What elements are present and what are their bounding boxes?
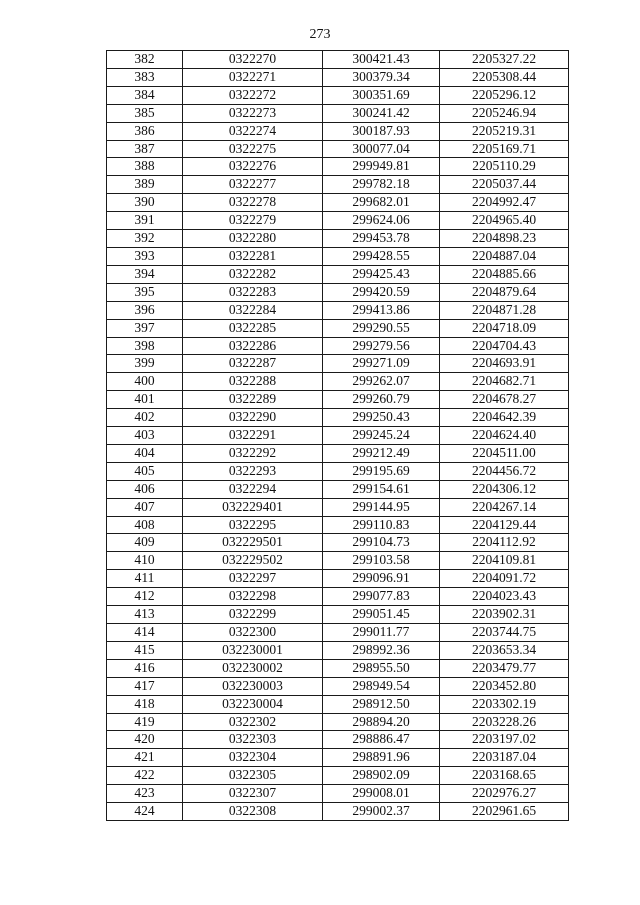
y-coordinate-cell: 2204624.40	[440, 427, 569, 445]
x-coordinate-cell: 299008.01	[323, 785, 440, 803]
y-coordinate-cell: 2204456.72	[440, 462, 569, 480]
y-coordinate-cell: 2205219.31	[440, 122, 569, 140]
point-code-cell: 0322293	[183, 462, 323, 480]
y-coordinate-cell: 2202976.27	[440, 785, 569, 803]
table-row	[107, 624, 569, 642]
y-coordinate-cell: 2203744.75	[440, 624, 569, 642]
x-coordinate-cell: 299782.18	[323, 176, 440, 194]
point-code-cell: 0322298	[183, 588, 323, 606]
table-row	[107, 516, 569, 534]
x-coordinate-cell: 299428.55	[323, 247, 440, 265]
table-row	[107, 265, 569, 283]
point-number-cell: 401	[107, 391, 183, 409]
table-row	[107, 247, 569, 265]
point-number-cell: 386	[107, 122, 183, 140]
x-coordinate-cell: 299011.77	[323, 624, 440, 642]
table-row	[107, 713, 569, 731]
point-number-cell: 393	[107, 247, 183, 265]
point-code-cell: 0322282	[183, 265, 323, 283]
x-coordinate-cell: 299624.06	[323, 212, 440, 230]
x-coordinate-cell: 299103.58	[323, 552, 440, 570]
point-code-cell: 0322274	[183, 122, 323, 140]
y-coordinate-cell: 2203902.31	[440, 606, 569, 624]
y-coordinate-cell: 2204992.47	[440, 194, 569, 212]
point-number-cell: 416	[107, 659, 183, 677]
x-coordinate-cell: 298955.50	[323, 659, 440, 677]
point-number-cell: 409	[107, 534, 183, 552]
point-number-cell: 412	[107, 588, 183, 606]
y-coordinate-cell: 2203228.26	[440, 713, 569, 731]
point-code-cell: 0322308	[183, 803, 323, 821]
point-number-cell: 397	[107, 319, 183, 337]
point-code-cell: 032230002	[183, 659, 323, 677]
table-body	[107, 51, 569, 821]
x-coordinate-cell: 299154.61	[323, 480, 440, 498]
point-number-cell: 389	[107, 176, 183, 194]
point-number-cell: 398	[107, 337, 183, 355]
point-number-cell: 391	[107, 212, 183, 230]
point-number-cell: 415	[107, 641, 183, 659]
y-coordinate-cell: 2204112.92	[440, 534, 569, 552]
x-coordinate-cell: 299420.59	[323, 283, 440, 301]
x-coordinate-cell: 300241.42	[323, 104, 440, 122]
x-coordinate-cell: 299144.95	[323, 498, 440, 516]
point-code-cell: 0322272	[183, 86, 323, 104]
point-code-cell: 0322278	[183, 194, 323, 212]
y-coordinate-cell: 2204109.81	[440, 552, 569, 570]
point-number-cell: 419	[107, 713, 183, 731]
y-coordinate-cell: 2202961.65	[440, 803, 569, 821]
table-row	[107, 462, 569, 480]
point-code-cell: 032230001	[183, 641, 323, 659]
point-code-cell: 032229401	[183, 498, 323, 516]
point-number-cell: 410	[107, 552, 183, 570]
point-number-cell: 396	[107, 301, 183, 319]
y-coordinate-cell: 2204511.00	[440, 444, 569, 462]
x-coordinate-cell: 298992.36	[323, 641, 440, 659]
point-number-cell: 421	[107, 749, 183, 767]
table-row	[107, 337, 569, 355]
x-coordinate-cell: 300187.93	[323, 122, 440, 140]
y-coordinate-cell: 2204678.27	[440, 391, 569, 409]
point-code-cell: 0322284	[183, 301, 323, 319]
point-code-cell: 0322305	[183, 767, 323, 785]
table-row	[107, 355, 569, 373]
y-coordinate-cell: 2204682.71	[440, 373, 569, 391]
point-code-cell: 0322276	[183, 158, 323, 176]
table-row	[107, 86, 569, 104]
x-coordinate-cell: 298886.47	[323, 731, 440, 749]
table-row	[107, 409, 569, 427]
point-code-cell: 0322294	[183, 480, 323, 498]
point-number-cell: 402	[107, 409, 183, 427]
point-code-cell: 032229502	[183, 552, 323, 570]
point-number-cell: 384	[107, 86, 183, 104]
table-row	[107, 785, 569, 803]
x-coordinate-cell: 300421.43	[323, 51, 440, 69]
x-coordinate-cell: 299245.24	[323, 427, 440, 445]
y-coordinate-cell: 2204642.39	[440, 409, 569, 427]
x-coordinate-cell: 299260.79	[323, 391, 440, 409]
y-coordinate-cell: 2203479.77	[440, 659, 569, 677]
table-row	[107, 122, 569, 140]
point-code-cell: 0322283	[183, 283, 323, 301]
table-row	[107, 534, 569, 552]
x-coordinate-cell: 298912.50	[323, 695, 440, 713]
y-coordinate-cell: 2205110.29	[440, 158, 569, 176]
point-code-cell: 0322292	[183, 444, 323, 462]
y-coordinate-cell: 2205327.22	[440, 51, 569, 69]
y-coordinate-cell: 2205246.94	[440, 104, 569, 122]
point-code-cell: 0322287	[183, 355, 323, 373]
point-number-cell: 408	[107, 516, 183, 534]
table-row	[107, 677, 569, 695]
point-code-cell: 0322299	[183, 606, 323, 624]
point-number-cell: 385	[107, 104, 183, 122]
x-coordinate-cell: 299290.55	[323, 319, 440, 337]
x-coordinate-cell: 299110.83	[323, 516, 440, 534]
table-row	[107, 803, 569, 821]
x-coordinate-cell: 299002.37	[323, 803, 440, 821]
point-code-cell: 032230004	[183, 695, 323, 713]
point-number-cell: 395	[107, 283, 183, 301]
point-number-cell: 394	[107, 265, 183, 283]
point-code-cell: 0322288	[183, 373, 323, 391]
table-row	[107, 749, 569, 767]
x-coordinate-cell: 299051.45	[323, 606, 440, 624]
table-row	[107, 641, 569, 659]
x-coordinate-cell: 299453.78	[323, 230, 440, 248]
y-coordinate-cell: 2205296.12	[440, 86, 569, 104]
x-coordinate-cell: 298891.96	[323, 749, 440, 767]
table-row	[107, 552, 569, 570]
x-coordinate-cell: 300077.04	[323, 140, 440, 158]
point-number-cell: 392	[107, 230, 183, 248]
y-coordinate-cell: 2204887.04	[440, 247, 569, 265]
point-number-cell: 383	[107, 68, 183, 86]
table-row	[107, 731, 569, 749]
point-code-cell: 0322271	[183, 68, 323, 86]
point-number-cell: 418	[107, 695, 183, 713]
table-row	[107, 570, 569, 588]
coordinates-table	[106, 50, 569, 821]
point-code-cell: 0322270	[183, 51, 323, 69]
y-coordinate-cell: 2204129.44	[440, 516, 569, 534]
table-row	[107, 140, 569, 158]
table-row	[107, 659, 569, 677]
point-code-cell: 0322289	[183, 391, 323, 409]
table-row	[107, 606, 569, 624]
point-number-cell: 413	[107, 606, 183, 624]
x-coordinate-cell: 300351.69	[323, 86, 440, 104]
point-code-cell: 0322297	[183, 570, 323, 588]
point-number-cell: 405	[107, 462, 183, 480]
y-coordinate-cell: 2204267.14	[440, 498, 569, 516]
table-row	[107, 283, 569, 301]
x-coordinate-cell: 299104.73	[323, 534, 440, 552]
point-number-cell: 400	[107, 373, 183, 391]
x-coordinate-cell: 299250.43	[323, 409, 440, 427]
x-coordinate-cell: 299271.09	[323, 355, 440, 373]
point-code-cell: 0322303	[183, 731, 323, 749]
point-code-cell: 0322275	[183, 140, 323, 158]
table-row	[107, 68, 569, 86]
table-row	[107, 319, 569, 337]
point-number-cell: 424	[107, 803, 183, 821]
table-row	[107, 498, 569, 516]
point-number-cell: 388	[107, 158, 183, 176]
y-coordinate-cell: 2203168.65	[440, 767, 569, 785]
x-coordinate-cell: 299262.07	[323, 373, 440, 391]
x-coordinate-cell: 299096.91	[323, 570, 440, 588]
x-coordinate-cell: 299077.83	[323, 588, 440, 606]
point-code-cell: 0322302	[183, 713, 323, 731]
point-code-cell: 0322290	[183, 409, 323, 427]
point-code-cell: 0322307	[183, 785, 323, 803]
point-number-cell: 423	[107, 785, 183, 803]
y-coordinate-cell: 2204885.66	[440, 265, 569, 283]
y-coordinate-cell: 2204898.23	[440, 230, 569, 248]
y-coordinate-cell: 2203452.80	[440, 677, 569, 695]
x-coordinate-cell: 298902.09	[323, 767, 440, 785]
y-coordinate-cell: 2204091.72	[440, 570, 569, 588]
y-coordinate-cell: 2203302.19	[440, 695, 569, 713]
table-row	[107, 695, 569, 713]
x-coordinate-cell: 300379.34	[323, 68, 440, 86]
point-number-cell: 411	[107, 570, 183, 588]
point-code-cell: 032229501	[183, 534, 323, 552]
table-row	[107, 588, 569, 606]
point-code-cell: 0322279	[183, 212, 323, 230]
y-coordinate-cell: 2203187.04	[440, 749, 569, 767]
x-coordinate-cell: 298894.20	[323, 713, 440, 731]
y-coordinate-cell: 2205169.71	[440, 140, 569, 158]
table-row	[107, 230, 569, 248]
point-number-cell: 399	[107, 355, 183, 373]
point-code-cell: 0322291	[183, 427, 323, 445]
point-number-cell: 387	[107, 140, 183, 158]
point-number-cell: 417	[107, 677, 183, 695]
point-number-cell: 403	[107, 427, 183, 445]
table-row	[107, 444, 569, 462]
point-number-cell: 404	[107, 444, 183, 462]
y-coordinate-cell: 2204871.28	[440, 301, 569, 319]
y-coordinate-cell: 2204879.64	[440, 283, 569, 301]
x-coordinate-cell: 299212.49	[323, 444, 440, 462]
table-row	[107, 391, 569, 409]
point-code-cell: 0322285	[183, 319, 323, 337]
table-row	[107, 480, 569, 498]
point-number-cell: 406	[107, 480, 183, 498]
x-coordinate-cell: 299195.69	[323, 462, 440, 480]
x-coordinate-cell: 298949.54	[323, 677, 440, 695]
y-coordinate-cell: 2204306.12	[440, 480, 569, 498]
table-row	[107, 194, 569, 212]
y-coordinate-cell: 2204718.09	[440, 319, 569, 337]
y-coordinate-cell: 2205308.44	[440, 68, 569, 86]
point-code-cell: 0322304	[183, 749, 323, 767]
y-coordinate-cell: 2205037.44	[440, 176, 569, 194]
point-code-cell: 0322280	[183, 230, 323, 248]
point-code-cell: 0322295	[183, 516, 323, 534]
point-code-cell: 0322300	[183, 624, 323, 642]
y-coordinate-cell: 2204693.91	[440, 355, 569, 373]
y-coordinate-cell: 2204704.43	[440, 337, 569, 355]
y-coordinate-cell: 2203653.34	[440, 641, 569, 659]
table-row	[107, 176, 569, 194]
point-number-cell: 414	[107, 624, 183, 642]
table-row	[107, 427, 569, 445]
page-number: 273	[309, 27, 331, 42]
table-row	[107, 373, 569, 391]
table-row	[107, 158, 569, 176]
table-row	[107, 212, 569, 230]
x-coordinate-cell: 299949.81	[323, 158, 440, 176]
point-code-cell: 0322286	[183, 337, 323, 355]
point-number-cell: 390	[107, 194, 183, 212]
y-coordinate-cell: 2204965.40	[440, 212, 569, 230]
x-coordinate-cell: 299425.43	[323, 265, 440, 283]
x-coordinate-cell: 299682.01	[323, 194, 440, 212]
x-coordinate-cell: 299279.56	[323, 337, 440, 355]
table-row	[107, 104, 569, 122]
point-code-cell: 0322281	[183, 247, 323, 265]
point-number-cell: 407	[107, 498, 183, 516]
point-code-cell: 032230003	[183, 677, 323, 695]
point-number-cell: 420	[107, 731, 183, 749]
y-coordinate-cell: 2203197.02	[440, 731, 569, 749]
y-coordinate-cell: 2204023.43	[440, 588, 569, 606]
point-code-cell: 0322277	[183, 176, 323, 194]
table-row	[107, 51, 569, 69]
point-number-cell: 382	[107, 51, 183, 69]
point-number-cell: 422	[107, 767, 183, 785]
x-coordinate-cell: 299413.86	[323, 301, 440, 319]
table-row	[107, 767, 569, 785]
point-code-cell: 0322273	[183, 104, 323, 122]
table-row	[107, 301, 569, 319]
